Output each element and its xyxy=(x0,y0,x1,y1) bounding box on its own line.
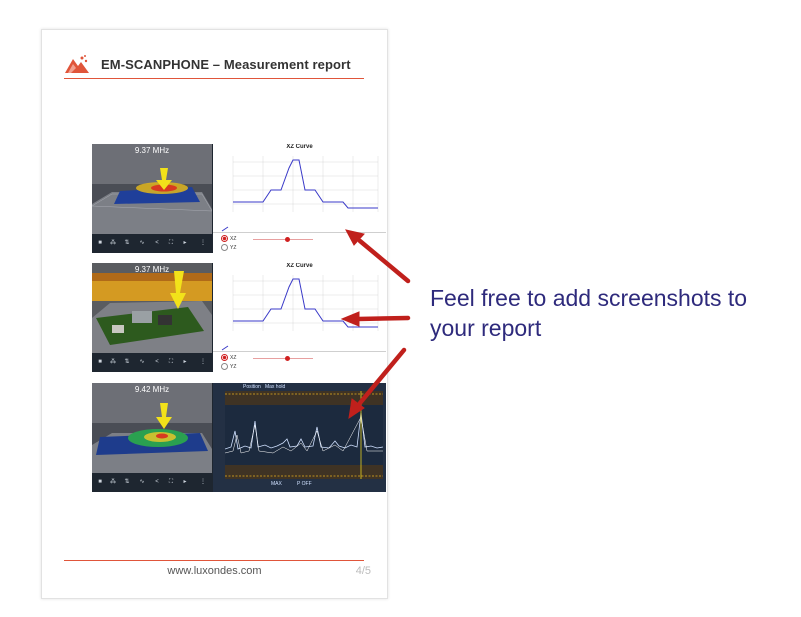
panel-title: XZ Curve xyxy=(286,144,313,150)
folder-icon[interactable]: ■ xyxy=(98,359,102,365)
frequency-label: 9.37 MHz xyxy=(134,265,170,274)
expand-icon[interactable]: ⛶ xyxy=(168,359,174,365)
grid-icon[interactable]: ⁂ xyxy=(110,479,116,485)
share-icon[interactable]: < xyxy=(155,479,159,485)
scale-icon[interactable]: ⇅ xyxy=(124,359,130,365)
scale-icon[interactable]: ⇅ xyxy=(124,240,130,246)
pos-off-button[interactable]: P OFF xyxy=(297,481,312,487)
share-icon[interactable]: < xyxy=(155,240,159,246)
arrow-to-screenshot-2 xyxy=(358,318,408,319)
expand-icon[interactable]: ⛶ xyxy=(168,479,174,485)
arrow-to-screenshot-3 xyxy=(360,350,404,403)
menu-icon[interactable]: ⋮ xyxy=(200,479,206,485)
page-number: 4/5 xyxy=(355,565,371,577)
xz-option-label: XZ xyxy=(230,235,237,242)
scale-icon[interactable]: ⇅ xyxy=(124,479,130,485)
callout-line-2: your report xyxy=(430,315,542,341)
yz-option-label: YZ xyxy=(230,363,237,370)
xz-option-label: XZ xyxy=(230,354,237,361)
grid-icon[interactable]: ⁂ xyxy=(110,359,116,365)
arrow-to-screenshot-1 xyxy=(360,241,408,281)
legend-position: Position xyxy=(243,384,261,390)
wave-icon[interactable]: ∿ xyxy=(139,479,145,485)
frequency-label: 9.42 MHz xyxy=(134,385,170,394)
wave-icon[interactable]: ∿ xyxy=(139,240,145,246)
callout-text xyxy=(430,283,747,343)
wave-icon[interactable]: ∿ xyxy=(139,359,145,365)
video-icon[interactable]: ▸ xyxy=(183,479,187,485)
video-icon[interactable]: ▸ xyxy=(183,359,187,365)
legend-maxhold: Max hold xyxy=(264,384,286,390)
video-icon[interactable]: ▸ xyxy=(183,240,187,246)
grid-icon[interactable]: ⁂ xyxy=(110,240,116,246)
frequency-label: 9.37 MHz xyxy=(134,146,170,155)
max-button[interactable]: MAX xyxy=(271,481,282,487)
menu-icon[interactable]: ⋮ xyxy=(200,240,206,246)
folder-icon[interactable]: ■ xyxy=(98,479,102,485)
yz-option-label: YZ xyxy=(230,244,237,251)
callout-line-1: Feel free to add screenshots to xyxy=(430,285,748,311)
share-icon[interactable]: < xyxy=(155,359,159,365)
report-title: EM-SCANPHONE – Measurement report xyxy=(101,57,351,72)
panel-title: XZ Curve xyxy=(286,263,313,269)
expand-icon[interactable]: ⛶ xyxy=(168,240,174,246)
menu-icon[interactable]: ⋮ xyxy=(200,359,206,365)
folder-icon[interactable]: ■ xyxy=(98,240,102,246)
footer-url[interactable]: www.luxondes.com xyxy=(167,565,262,577)
arrowhead-2 xyxy=(342,312,359,326)
